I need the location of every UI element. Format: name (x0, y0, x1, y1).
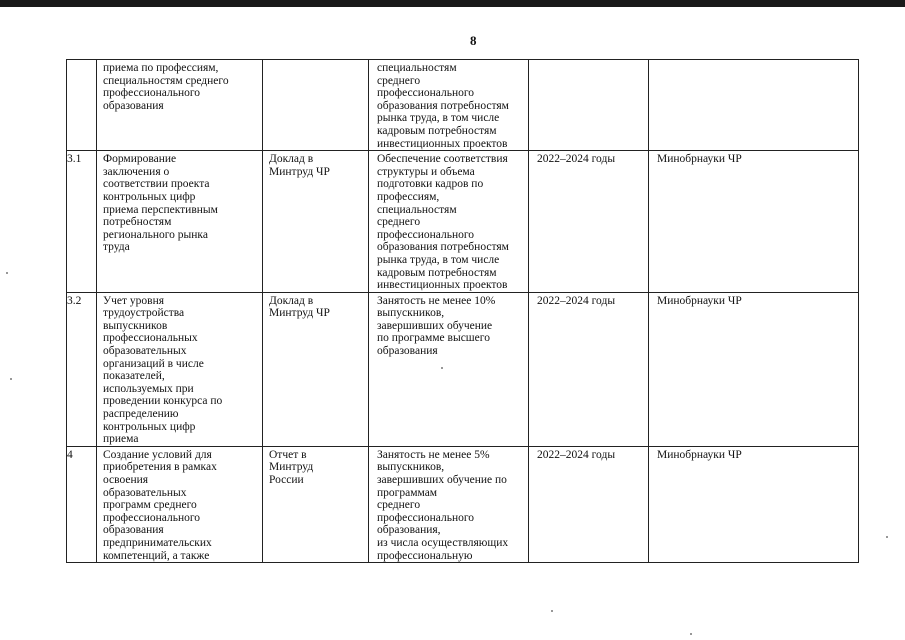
cell-document: Отчет в Минтруд России (263, 446, 369, 562)
cell-result: Обеспечение соответствия структуры и объема подготовки кадров по профессиям, специальностям среднего профессионального образования потребностям рынка труда, в том числе кадровым потребностям инвестиционных проектов (369, 151, 529, 293)
cell-number (67, 60, 97, 151)
cell-responsible (649, 60, 859, 151)
table-row (67, 446, 859, 562)
scan-speck (441, 367, 443, 369)
scan-top-band (0, 0, 905, 7)
cell-responsible: Минобрнауки ЧР (649, 292, 859, 446)
cell-responsible: Минобрнауки ЧР (649, 446, 859, 562)
cell-period (529, 60, 649, 151)
plan-table (66, 59, 859, 563)
page-number: 8 (470, 33, 477, 48)
cell-document: Доклад в Минтруд ЧР (263, 292, 369, 446)
cell-number: 3.2 (67, 292, 97, 446)
cell-period: 2022–2024 годы (529, 151, 649, 293)
cell-result: специальностям среднего профессионального образования потребностям рынка труда, в том числе кадровым потребностям инвестиционных проектов (369, 60, 529, 151)
table-row (67, 60, 859, 151)
cell-number: 3.1 (67, 151, 97, 293)
table-row (67, 292, 859, 446)
cell-result: Занятость не менее 5% выпускников, завершивших обучение по программам среднего профессионального образования, из числа осуществляющих профессиональную (369, 446, 529, 562)
cell-measure: Формирование заключения о соответствии проекта контрольных цифр приема перспективным потребностям регионального рынка труда (97, 151, 263, 293)
cell-period: 2022–2024 годы (529, 292, 649, 446)
cell-measure: приема по профессиям, специальностям среднего профессионального образования (97, 60, 263, 151)
cell-responsible: Минобрнауки ЧР (649, 151, 859, 293)
cell-document (263, 60, 369, 151)
scan-speck (6, 272, 8, 274)
scan-speck (690, 633, 692, 635)
cell-measure: Создание условий для приобретения в рамках освоения образовательных программ среднего профессионального образования предпринимательских компетенций, а также (97, 446, 263, 562)
cell-measure: Учет уровня трудоустройства выпускников профессиональных образовательных организаций в числе показателей, используемых при проведении конкурса по распределению контрольных цифр приема (97, 292, 263, 446)
cell-document: Доклад в Минтруд ЧР (263, 151, 369, 293)
cell-number: 4 (67, 446, 97, 562)
scan-speck (10, 378, 12, 380)
table-row (67, 151, 859, 293)
cell-result: Занятость не менее 10% выпускников, завершивших обучение по программе высшего образования (369, 292, 529, 446)
cell-period: 2022–2024 годы (529, 446, 649, 562)
scan-speck (886, 536, 888, 538)
scan-speck (551, 610, 553, 612)
